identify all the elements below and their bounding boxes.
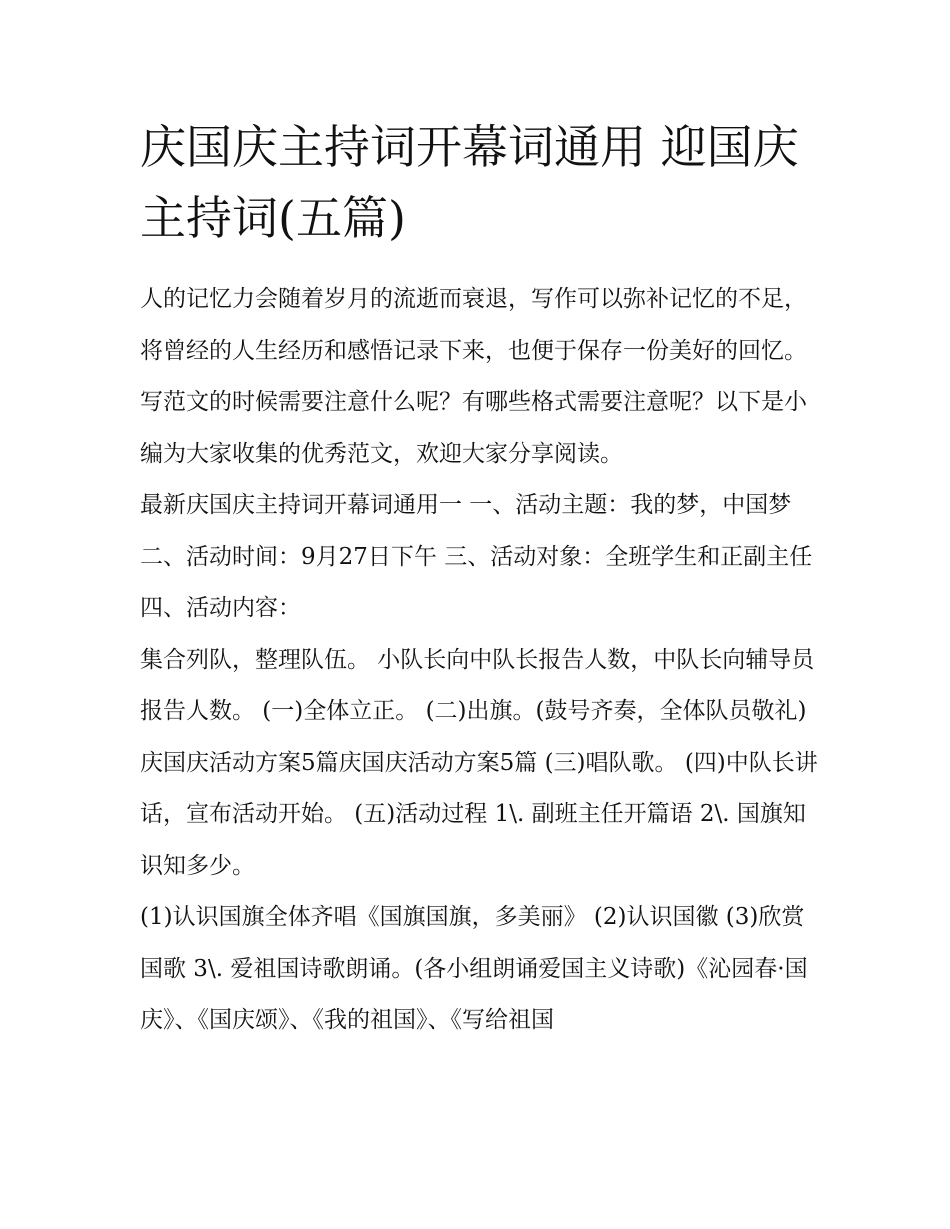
paragraph-assembly: 集合列队，整理队伍。 小队长向中队长报告人数，中队长向辅导员报告人数。 (一)全体立正。 (二)出旗。(鼓号齐奏，全体队员敬礼) bbox=[140, 646, 815, 724]
paragraph-activity-outline: 最新庆国庆主持词开幕词通用一 一、活动主题：我的梦，中国梦 二、活动时间：9月27日下午 三、活动对象：全班学生和正副主任 四、活动内容： bbox=[140, 492, 820, 621]
paragraph-intro: 人的记忆力会随着岁月的流逝而衰退，写作可以弥补记忆的不足，将曾经的人生经历和感悟记录下来，也便于保存一份美好的回忆。写范文的时候需要注意什么呢？有哪些格式需要注意呢？以下是小编为大家收集的优秀范文，欢迎大家分享阅读。 bbox=[140, 286, 807, 467]
paragraph-flag-and-poems: (1)认识国旗全体齐唱《国旗国旗，多美丽》 (2)认识国徽 (3)欣赏国歌 3\. 爱祖国诗歌朗诵。(各小组朗诵爱国主义诗歌)《沁园春·国庆》、《国庆颂》、《我的祖国》、《写给祖国 bbox=[140, 904, 808, 1033]
document-body bbox=[140, 274, 820, 1047]
document-title: 庆国庆主持词开幕词通用 迎国庆主持词(五篇) bbox=[140, 120, 799, 245]
paragraph-program: 庆国庆活动方案5篇庆国庆活动方案5篇 (三)唱队歌。 (四)中队长讲话，宣布活动开始。 (五)活动过程 1\. 副班主任开篇语 2\. 国旗知识知多少。 bbox=[140, 749, 818, 879]
